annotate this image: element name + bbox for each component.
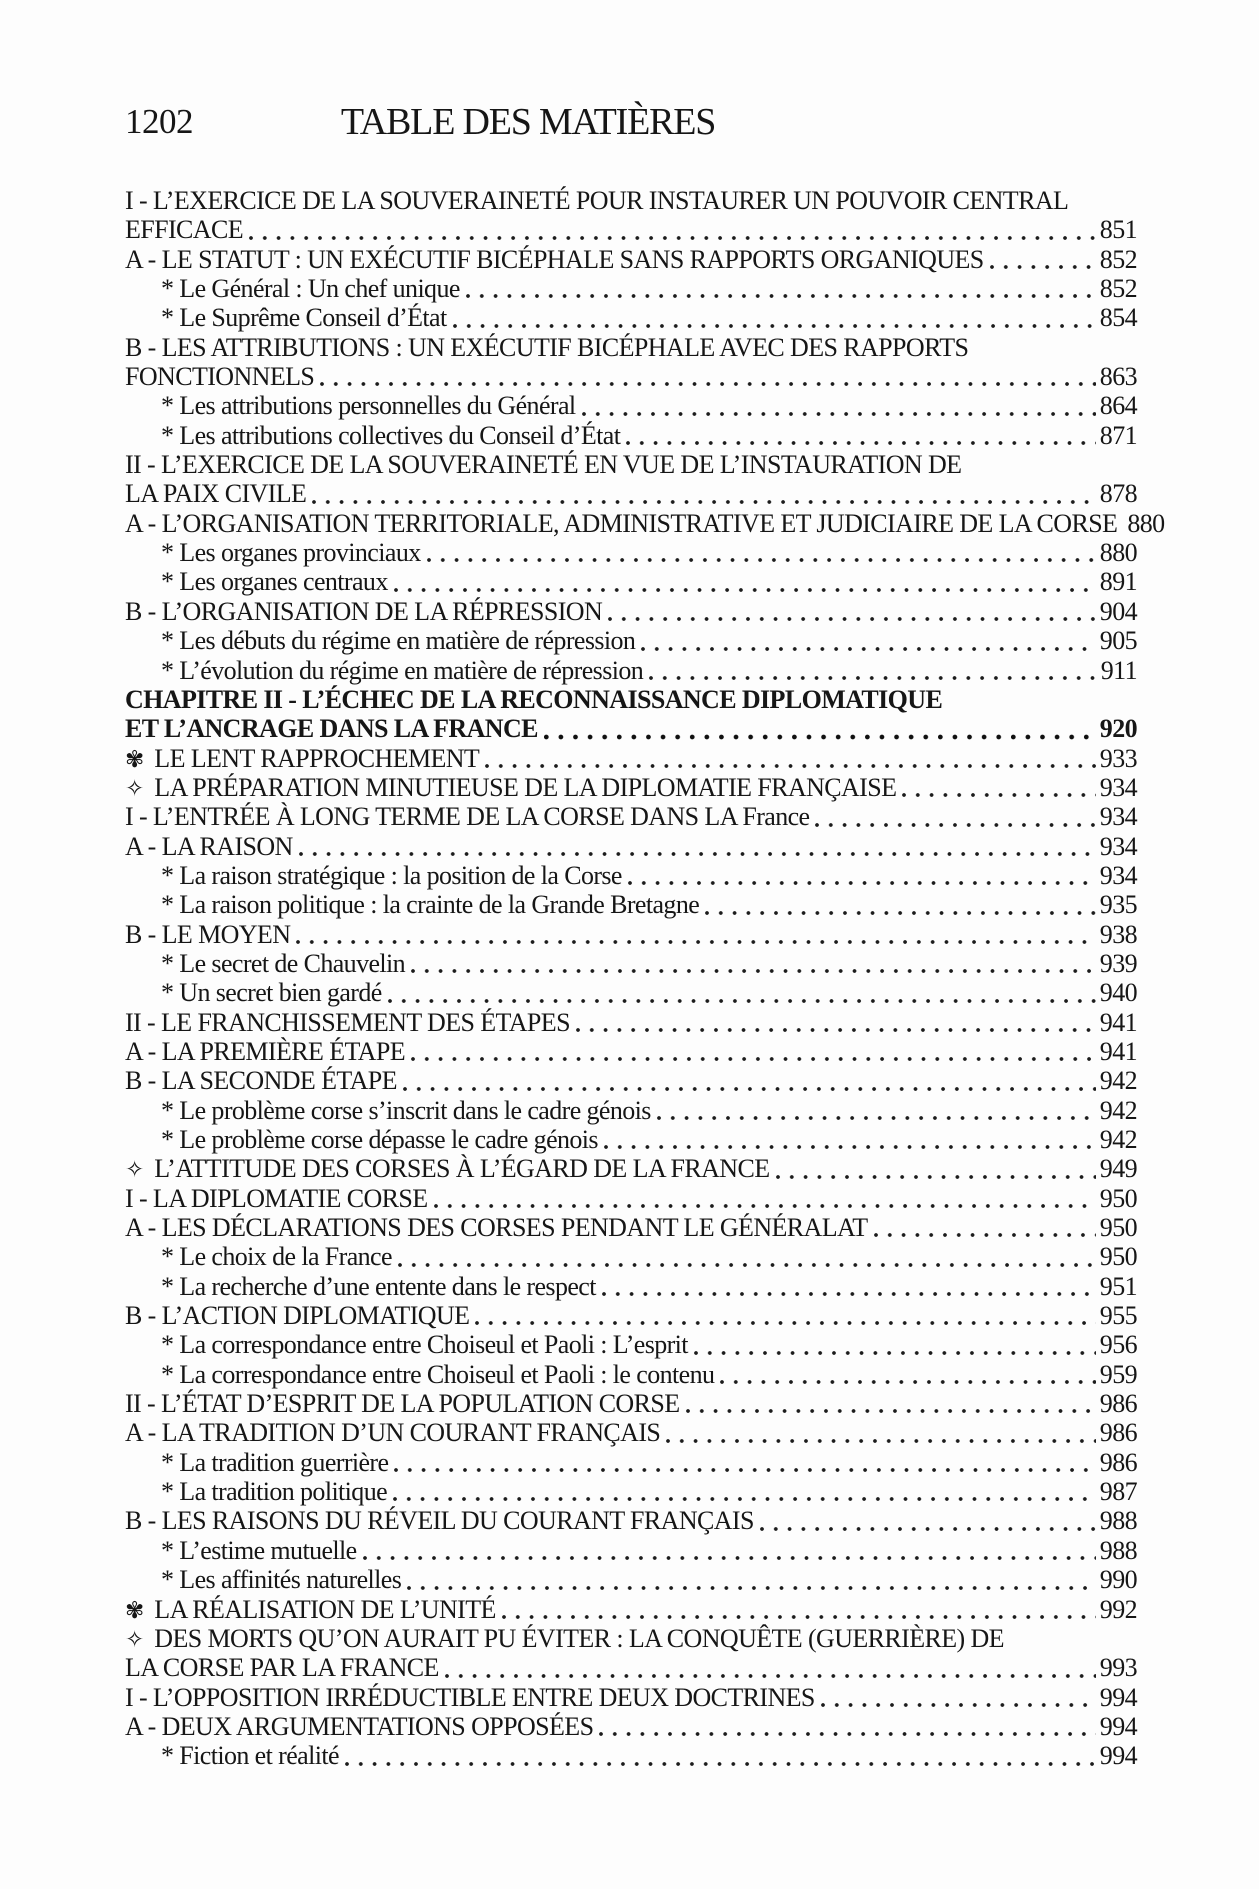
entry-page-number: 940	[1099, 978, 1137, 1008]
entry-text: B - LES ATTRIBUTIONS : UN EXÉCUTIF BICÉPHALE AVEC DES RAPPORTS	[125, 332, 969, 362]
dot-leader	[296, 920, 1095, 949]
dot-leader	[453, 303, 1096, 332]
toc-entry	[125, 890, 1137, 919]
toc-entry	[125, 861, 1137, 890]
dot-leader	[427, 538, 1096, 567]
entry-page-number: 905	[1099, 626, 1137, 656]
entry-text: A - L’ORGANISATION TERRITORIALE, ADMINISTRATIVE ET JUDICIAIRE DE LA CORSE	[125, 508, 1118, 538]
entry-page-number: 911	[1100, 655, 1137, 685]
dot-leader	[990, 245, 1096, 274]
entry-text: * Les attributions personnelles du Général	[161, 391, 576, 421]
entry-page-number: 987	[1099, 1477, 1137, 1507]
entry-page-number: 994	[1099, 1741, 1137, 1771]
toc-entry	[125, 303, 1137, 332]
entry-text: B - LES RAISONS DU RÉVEIL DU COURANT FRANÇAIS	[125, 1506, 754, 1536]
entry-page-number: 956	[1099, 1330, 1137, 1360]
entry-text: * Le Suprême Conseil d’État	[161, 303, 447, 333]
entry-page-number: 852	[1099, 274, 1137, 304]
entry-page-number: 864	[1099, 391, 1137, 421]
dot-leader	[641, 626, 1096, 655]
toc-entry	[125, 949, 1137, 978]
dot-leader	[666, 1418, 1096, 1447]
entry-page-number: 852	[1099, 244, 1137, 274]
toc-entry	[125, 802, 1137, 831]
toc-entry	[125, 1418, 1137, 1447]
florette-icon: ✾	[125, 1597, 145, 1624]
entry-text: II - L’EXERCICE DE LA SOUVERAINETÉ EN VUE DE L’INSTAURATION DE	[125, 450, 962, 480]
entry-text: * Le secret de Chauvelin	[161, 948, 406, 978]
entry-text: * Fiction et réalité	[161, 1741, 339, 1771]
entry-page-number: 935	[1099, 890, 1137, 920]
page-header	[125, 100, 1137, 146]
dot-leader	[398, 1242, 1096, 1271]
entry-page-number: 951	[1099, 1271, 1137, 1301]
entry-text: * L’estime mutuelle	[161, 1535, 357, 1565]
toc-entry	[125, 656, 1137, 685]
entry-page-number: 933	[1099, 743, 1137, 773]
toc-entry	[125, 1595, 1137, 1624]
entry-page-number: 934	[1099, 772, 1137, 802]
toc-entry	[125, 391, 1137, 420]
entry-text: * La raison politique : la crainte de la Grande Bretagne	[161, 890, 700, 920]
entry-text: I - L’EXERCICE DE LA SOUVERAINETÉ POUR INSTAURER UN POUVOIR CENTRAL	[125, 186, 1069, 215]
toc-entry	[125, 920, 1137, 949]
entry-page-number: 871	[1099, 420, 1137, 450]
page-number: 1202	[125, 102, 193, 141]
entry-page-number: 994	[1099, 1711, 1137, 1741]
florette-icon: ✾	[125, 746, 145, 773]
entry-page-number: 934	[1099, 802, 1137, 832]
dot-leader	[411, 949, 1096, 978]
toc-entry	[125, 1448, 1137, 1477]
toc-entry	[125, 1536, 1137, 1565]
entry-page-number: 993	[1099, 1653, 1137, 1683]
entry-page-number: 986	[1099, 1418, 1137, 1448]
entry-text: CHAPITRE II - L’ÉCHEC DE LA RECONNAISSANCE DIPLOMATIQUE	[125, 684, 943, 714]
entry-page-number: 934	[1099, 860, 1137, 890]
dot-leader	[466, 274, 1096, 303]
entry-text: A - LE STATUT : UN EXÉCUTIF BICÉPHALE SANS RAPPORTS ORGANIQUES	[125, 244, 984, 274]
toc-entry	[125, 567, 1137, 596]
dot-leader	[626, 421, 1095, 450]
toc-entry	[125, 714, 1137, 743]
diamond-icon: ✧	[125, 1157, 145, 1184]
entry-text: * Les débuts du régime en matière de répression	[161, 626, 636, 656]
entry-text: * La correspondance entre Choiseul et Paoli : le contenu	[161, 1359, 715, 1389]
entry-text: I - L’ENTRÉE À LONG TERME DE LA CORSE DANS LA France	[125, 802, 810, 832]
dot-leader	[582, 391, 1096, 420]
toc-entry	[125, 508, 1165, 538]
toc-entry	[125, 1213, 1137, 1242]
toc-entry	[125, 1096, 1137, 1125]
toc-entry	[125, 538, 1137, 567]
dot-leader	[649, 656, 1097, 685]
toc-entry	[125, 626, 1137, 655]
entry-page-number: 990	[1099, 1565, 1137, 1595]
dot-leader	[544, 714, 1096, 743]
toc-entry	[125, 1184, 1137, 1213]
entry-text: A - LA TRADITION D’UN COURANT FRANÇAIS	[125, 1418, 661, 1448]
toc-entry	[125, 1125, 1137, 1154]
toc-entry	[125, 773, 1137, 802]
entry-text: * Les affinités naturelles	[161, 1565, 402, 1595]
entry-page-number: 938	[1099, 919, 1137, 949]
dot-leader	[320, 362, 1096, 391]
toc-entry	[125, 186, 1137, 215]
entry-page-number: 988	[1099, 1535, 1137, 1565]
dot-leader	[776, 1154, 1096, 1183]
diamond-icon: ✧	[125, 1626, 145, 1653]
dot-leader	[249, 215, 1096, 244]
entry-text: II - LE FRANCHISSEMENT DES ÉTAPES	[125, 1007, 570, 1037]
entry-page-number: 942	[1099, 1125, 1137, 1154]
entry-page-number: 920	[1099, 714, 1137, 744]
toc-entry	[125, 1330, 1137, 1359]
entry-page-number: 949	[1099, 1154, 1137, 1184]
toc-entry	[125, 274, 1137, 303]
entry-text: LA CORSE PAR LA FRANCE	[125, 1653, 439, 1683]
toc-entry	[125, 1389, 1137, 1418]
entry-text: A - LES DÉCLARATIONS DES CORSES PENDANT LE GÉNÉRALAT	[125, 1213, 868, 1243]
entry-text: A - LA RAISON	[125, 831, 293, 861]
entry-text: * La raison stratégique : la position de la Corse	[161, 860, 622, 890]
entry-page-number: 904	[1099, 596, 1137, 626]
toc-entry	[125, 362, 1137, 391]
toc-entry	[125, 1301, 1137, 1330]
toc-entry	[125, 744, 1137, 773]
entry-text: * La recherche d’une entente dans le respect	[161, 1271, 596, 1301]
entry-text: * Le choix de la France	[161, 1242, 392, 1272]
toc-entry	[125, 333, 1137, 362]
dot-leader	[576, 1008, 1096, 1037]
dot-leader	[393, 1477, 1096, 1506]
dot-leader	[345, 1741, 1096, 1770]
dot-leader	[502, 1595, 1096, 1624]
dot-leader	[815, 802, 1095, 831]
entry-page-number: 994	[1099, 1682, 1137, 1712]
dot-leader	[705, 890, 1096, 919]
entry-text: * Les organes centraux	[161, 567, 388, 597]
dot-leader	[599, 1712, 1095, 1741]
diamond-icon: ✧	[125, 775, 145, 802]
dot-leader	[411, 1037, 1096, 1066]
entry-text: L’ATTITUDE DES CORSES À L’ÉGARD DE LA FRANCE	[154, 1154, 770, 1184]
toc-entry	[125, 245, 1137, 274]
dot-leader	[686, 1389, 1096, 1418]
entry-page-number: 851	[1099, 215, 1137, 245]
toc-entry	[125, 1037, 1137, 1066]
dot-leader	[394, 1448, 1095, 1477]
entry-text: * Les organes provinciaux	[161, 538, 421, 568]
dot-leader	[388, 978, 1096, 1007]
entry-text: LE LENT RAPPROCHEMENT	[154, 743, 480, 773]
entry-text: LA PAIX CIVILE	[125, 479, 307, 509]
entry-page-number: 880	[1127, 508, 1165, 538]
toc-entry	[125, 1565, 1137, 1594]
toc-entry	[125, 597, 1137, 626]
entry-text: * Le problème corse s’inscrit dans le cadre génois	[161, 1095, 651, 1125]
entry-text: EFFICACE	[125, 215, 244, 245]
dot-leader	[657, 1096, 1096, 1125]
entry-page-number: 950	[1099, 1213, 1137, 1243]
dot-leader	[760, 1506, 1096, 1535]
entry-text: * Les attributions collectives du Conseil d’État	[161, 420, 621, 450]
entry-text: B - L’ACTION DIPLOMATIQUE	[125, 1301, 470, 1331]
dot-leader	[821, 1683, 1096, 1712]
entry-text: * La correspondance entre Choiseul et Paoli : L’esprit	[161, 1330, 688, 1360]
entry-text: A - DEUX ARGUMENTATIONS OPPOSÉES	[125, 1711, 594, 1741]
entry-text: DES MORTS QU’ON AURAIT PU ÉVITER : LA CONQUÊTE (GUERRIÈRE) DE	[154, 1623, 1004, 1653]
toc-entry	[125, 479, 1137, 508]
entry-text: * La tradition politique	[161, 1477, 388, 1507]
entry-page-number: 863	[1099, 362, 1137, 392]
entry-text: * Un secret bien gardé	[161, 978, 382, 1008]
dot-leader	[363, 1536, 1096, 1565]
toc-entry	[125, 450, 1137, 479]
entry-text: FONCTIONNELS	[125, 362, 315, 392]
entry-text: A - LA PREMIÈRE ÉTAPE	[125, 1036, 405, 1066]
toc-entry	[125, 832, 1137, 861]
toc-entry	[125, 1653, 1137, 1682]
entry-text: * L’évolution du régime en matière de répression	[161, 655, 644, 685]
toc-entry	[125, 1272, 1137, 1301]
entry-text: B - LE MOYEN	[125, 919, 291, 949]
toc-entries	[125, 186, 1165, 1771]
dot-leader	[394, 567, 1096, 596]
toc-entry	[125, 1008, 1137, 1037]
toc-entry	[125, 1066, 1137, 1095]
dot-leader	[445, 1653, 1096, 1682]
dot-leader	[434, 1184, 1096, 1213]
dot-leader	[628, 861, 1096, 890]
toc-entry	[125, 1154, 1137, 1183]
toc-entry	[125, 1624, 1137, 1653]
dot-leader	[299, 832, 1096, 861]
entry-text: ET L’ANCRAGE DANS LA FRANCE	[125, 714, 538, 744]
entry-page-number: 939	[1099, 948, 1137, 978]
dot-leader	[720, 1360, 1095, 1389]
entry-text: * Le Général : Un chef unique	[161, 274, 460, 304]
toc-entry	[125, 215, 1137, 244]
entry-page-number: 955	[1099, 1301, 1137, 1331]
dot-leader	[694, 1330, 1096, 1359]
entry-text: B - LA SECONDE ÉTAPE	[125, 1066, 397, 1096]
entry-text: * La tradition guerrière	[161, 1447, 389, 1477]
toc-entry	[125, 1683, 1137, 1712]
dot-leader	[604, 1125, 1096, 1154]
toc-entry	[125, 1360, 1137, 1389]
entry-page-number: 992	[1099, 1594, 1137, 1624]
toc-entry	[125, 1506, 1137, 1535]
entry-text: I - LA DIPLOMATIE CORSE	[125, 1183, 428, 1213]
entry-text: LA PRÉPARATION MINUTIEUSE DE LA DIPLOMATIE FRANÇAISE	[154, 772, 897, 802]
entry-text: LA RÉALISATION DE L’UNITÉ	[154, 1594, 496, 1624]
entry-text: B - L’ORGANISATION DE LA RÉPRESSION	[125, 596, 603, 626]
dot-leader	[312, 479, 1095, 508]
toc-entry	[125, 1741, 1137, 1770]
entry-page-number: 950	[1099, 1242, 1137, 1272]
entry-page-number: 941	[1099, 1036, 1137, 1066]
dot-leader	[608, 597, 1096, 626]
toc-entry	[125, 421, 1137, 450]
dot-leader	[407, 1565, 1096, 1594]
dot-leader	[602, 1272, 1096, 1301]
entry-text: I - L’OPPOSITION IRRÉDUCTIBLE ENTRE DEUX DOCTRINES	[125, 1682, 815, 1712]
entry-page-number: 878	[1099, 479, 1137, 509]
entry-page-number: 941	[1099, 1007, 1137, 1037]
entry-page-number: 880	[1099, 538, 1137, 568]
entry-page-number: 988	[1099, 1506, 1137, 1536]
entry-page-number: 854	[1099, 303, 1137, 333]
dot-leader	[475, 1301, 1095, 1330]
entry-page-number: 942	[1099, 1095, 1137, 1125]
entry-text: * Le problème corse dépasse le cadre génois	[161, 1125, 598, 1154]
dot-leader	[485, 744, 1096, 773]
toc-entry	[125, 978, 1137, 1007]
entry-text: II - L’ÉTAT D’ESPRIT DE LA POPULATION CORSE	[125, 1389, 680, 1419]
page-title: TABLE DES MATIÈRES	[340, 101, 716, 143]
dot-leader	[874, 1213, 1096, 1242]
toc-entry	[125, 1477, 1137, 1506]
toc-entry	[125, 1712, 1137, 1741]
dot-leader	[403, 1066, 1096, 1095]
entry-page-number: 950	[1099, 1183, 1137, 1213]
entry-page-number: 891	[1099, 567, 1137, 597]
entry-page-number: 986	[1099, 1389, 1137, 1419]
dot-leader	[902, 773, 1095, 802]
entry-page-number: 959	[1099, 1359, 1137, 1389]
entry-page-number: 942	[1099, 1066, 1137, 1096]
entry-page-number: 934	[1099, 831, 1137, 861]
toc-entry	[125, 1242, 1137, 1271]
toc-entry	[125, 685, 1137, 714]
entry-page-number: 986	[1099, 1447, 1137, 1477]
